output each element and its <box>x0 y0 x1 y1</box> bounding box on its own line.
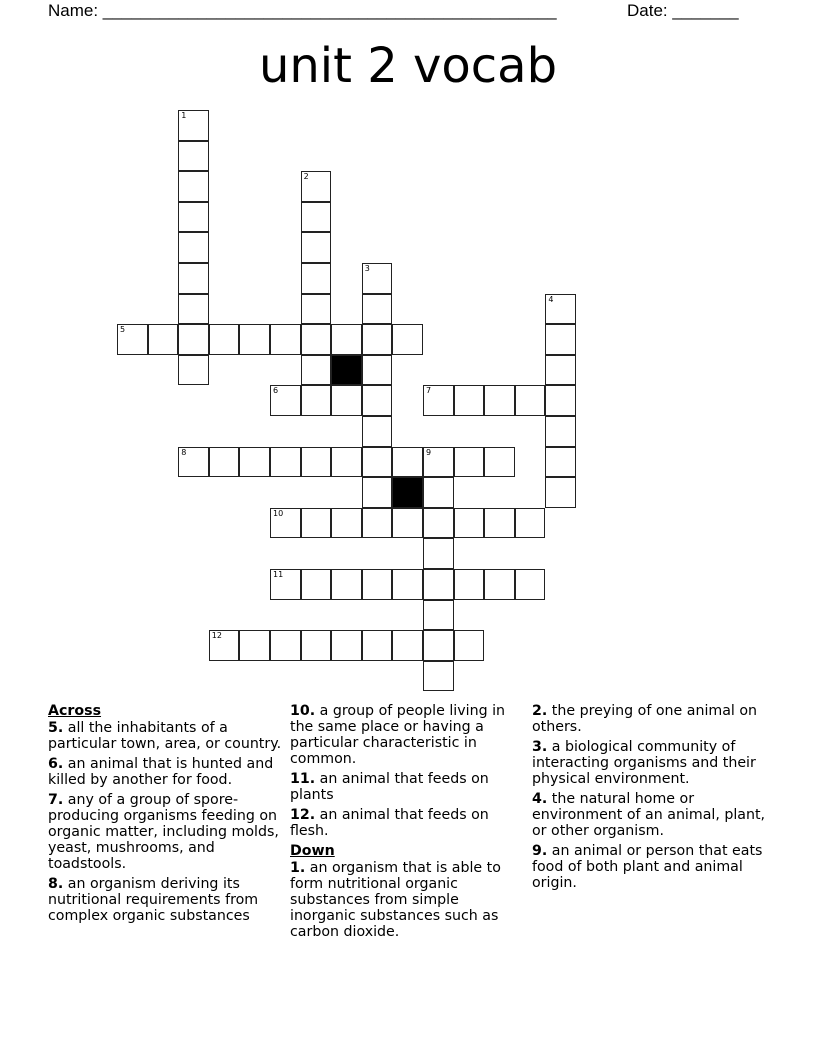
grid-cell[interactable] <box>484 385 515 416</box>
clue-number: 8 <box>181 447 187 457</box>
grid-cell[interactable] <box>178 202 209 233</box>
grid-cell[interactable] <box>301 263 332 294</box>
clue-number: 3 <box>364 264 370 273</box>
black-cell <box>392 477 423 508</box>
clue-number: 9 <box>426 447 432 457</box>
grid-cell[interactable] <box>270 324 301 355</box>
grid-cell[interactable] <box>423 600 454 631</box>
grid-cell[interactable] <box>148 324 179 355</box>
grid-cell[interactable] <box>301 355 332 386</box>
grid-cell[interactable] <box>515 569 546 600</box>
grid-cell[interactable] <box>454 569 485 600</box>
clue-down-2: 2. the preying of one animal on others. <box>532 703 758 735</box>
clue-across-10: 10. a group of people living in the same place or having a particular characteristic in common. <box>290 703 506 767</box>
grid-cell[interactable] <box>301 447 332 478</box>
clues-column-3 <box>532 703 766 895</box>
grid-cell[interactable] <box>301 171 332 202</box>
grid-cell[interactable] <box>423 385 454 416</box>
clue-across-7: 7. any of a group of spore-producing organisms feeding on organic matter, including molds, yeast, mushrooms, and toadstools. <box>48 792 279 872</box>
down-heading: Down <box>290 843 335 859</box>
grid-cell[interactable] <box>178 324 209 355</box>
grid-cell[interactable] <box>362 355 393 386</box>
grid-cell[interactable] <box>454 385 485 416</box>
grid-cell[interactable] <box>362 477 393 508</box>
grid-cell[interactable] <box>362 416 393 447</box>
name-field[interactable]: Name: ________________________________________________ <box>48 1 557 20</box>
grid-cell[interactable] <box>515 508 546 539</box>
grid-cell[interactable] <box>515 385 546 416</box>
grid-cell[interactable] <box>301 569 332 600</box>
grid-cell[interactable] <box>270 569 301 600</box>
grid-cell[interactable] <box>178 232 209 263</box>
clue-number: 4 <box>548 294 554 304</box>
clue-across-8: 8. an organism deriving its nutritional requirements from complex organic substances <box>48 876 259 924</box>
grid-cell[interactable] <box>484 508 515 539</box>
grid-cell[interactable] <box>270 385 301 416</box>
grid-cell[interactable] <box>178 171 209 202</box>
grid-cell[interactable] <box>239 447 270 478</box>
black-cell <box>331 355 362 386</box>
grid-cell[interactable] <box>392 447 423 478</box>
grid-cell[interactable] <box>423 630 454 661</box>
grid-cell[interactable] <box>270 447 301 478</box>
grid-cell[interactable] <box>239 630 270 661</box>
clue-number: 5 <box>120 325 126 335</box>
grid-cell[interactable] <box>484 447 515 478</box>
grid-cell[interactable] <box>270 508 301 539</box>
grid-cell[interactable] <box>362 294 393 325</box>
grid-cell[interactable] <box>117 324 148 355</box>
grid-cell[interactable] <box>545 385 576 416</box>
grid-cell[interactable] <box>331 630 362 661</box>
clue-number: 10 <box>273 508 284 518</box>
grid-cell[interactable] <box>301 294 332 325</box>
grid-cell[interactable] <box>454 447 485 478</box>
clue-number: 11 <box>273 570 284 579</box>
grid-cell[interactable] <box>454 630 485 661</box>
grid-cell[interactable] <box>454 508 485 539</box>
clue-across-12: 12. an animal that feeds on flesh. <box>290 807 489 839</box>
grid-cell[interactable] <box>545 416 576 447</box>
grid-cell[interactable] <box>331 508 362 539</box>
clue-across-11: 11. an animal that feeds on plants <box>290 771 489 803</box>
clue-across-5: 5. all the inhabitants of a particular town, area, or country. <box>48 720 282 752</box>
grid-cell[interactable] <box>209 447 240 478</box>
grid-cell[interactable] <box>545 477 576 508</box>
grid-cell[interactable] <box>209 324 240 355</box>
grid-cell[interactable] <box>392 324 423 355</box>
grid-cell[interactable] <box>301 202 332 233</box>
clue-down-9: 9. an animal or person that eats food of both plant and animal origin. <box>532 843 763 891</box>
grid-cell[interactable] <box>301 232 332 263</box>
grid-cell[interactable] <box>178 263 209 294</box>
clue-down-1: 1. an organism that is able to form nutritional organic substances from simple inorganic substances such as carbon dioxide. <box>290 860 501 940</box>
grid-cell[interactable] <box>270 630 301 661</box>
grid-cell[interactable] <box>423 538 454 569</box>
grid-cell[interactable] <box>301 324 332 355</box>
grid-cell[interactable] <box>392 508 423 539</box>
grid-cell[interactable] <box>362 447 393 478</box>
grid-cell[interactable] <box>239 324 270 355</box>
grid-cell[interactable] <box>392 630 423 661</box>
clues-column-1 <box>48 703 282 928</box>
grid-cell[interactable] <box>331 569 362 600</box>
grid-cell[interactable] <box>423 447 454 478</box>
grid-cell[interactable] <box>331 324 362 355</box>
clue-down-3: 3. a biological community of interacting organisms and their physical environment. <box>532 739 756 787</box>
grid-cell[interactable] <box>331 447 362 478</box>
clue-number: 7 <box>426 386 432 396</box>
grid-cell[interactable] <box>423 569 454 600</box>
grid-cell[interactable] <box>178 294 209 325</box>
grid-cell[interactable] <box>178 355 209 386</box>
date-field[interactable]: Date: _______ <box>627 1 739 20</box>
clues-column-2 <box>290 703 522 944</box>
grid-cell[interactable] <box>545 447 576 478</box>
grid-cell[interactable] <box>362 263 393 294</box>
grid-cell[interactable] <box>362 630 393 661</box>
clue-across-6: 6. an animal that is hunted and killed by another for food. <box>48 756 274 788</box>
grid-cell[interactable] <box>362 324 393 355</box>
clue-number: 6 <box>273 386 279 396</box>
grid-cell[interactable] <box>301 508 332 539</box>
grid-cell[interactable] <box>423 661 454 692</box>
grid-cell[interactable] <box>545 355 576 386</box>
grid-cell[interactable] <box>209 630 240 661</box>
across-heading: Across <box>48 703 102 719</box>
grid-cell[interactable] <box>362 508 393 539</box>
clue-number: 1 <box>181 111 187 120</box>
grid-cell[interactable] <box>545 294 576 325</box>
clue-number: 12 <box>211 631 222 641</box>
grid-cell[interactable] <box>178 141 209 172</box>
grid-cell[interactable] <box>362 385 393 416</box>
grid-cell[interactable] <box>423 508 454 539</box>
clue-down-4: 4. the natural home or environment of an animal, plant, or other organism. <box>532 791 766 839</box>
grid-cell[interactable] <box>545 324 576 355</box>
grid-cell[interactable] <box>362 569 393 600</box>
grid-cell[interactable] <box>392 569 423 600</box>
grid-cell[interactable] <box>331 385 362 416</box>
grid-cell[interactable] <box>423 477 454 508</box>
grid-cell[interactable] <box>301 385 332 416</box>
grid-cell[interactable] <box>301 630 332 661</box>
page-title: unit 2 vocab <box>258 38 558 94</box>
grid-cell[interactable] <box>484 569 515 600</box>
clue-number: 2 <box>303 172 309 182</box>
grid-cell[interactable] <box>178 110 209 141</box>
grid-cell[interactable] <box>178 447 209 478</box>
